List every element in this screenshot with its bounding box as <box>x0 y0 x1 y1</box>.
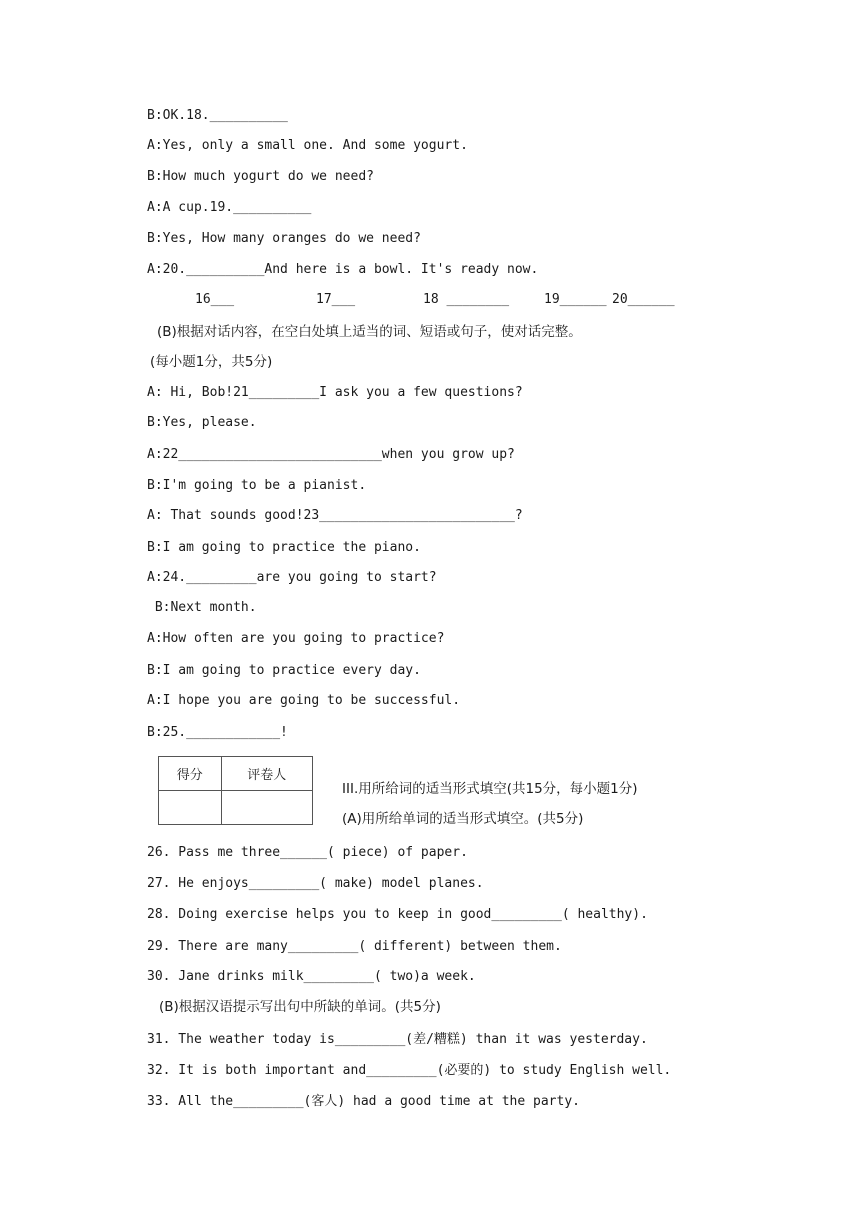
question-32: 32. It is both important and_________(必要的) to study English well. <box>147 1063 672 1078</box>
dialog-line-23: A: That sounds good!23_________________________? <box>147 508 523 523</box>
question-27: 27. He enjoys_________( make) model planes. <box>147 876 484 891</box>
score-table <box>158 756 313 825</box>
dialog-line: B:Yes, please. <box>147 415 257 430</box>
section-iii-a-title: (A)用所给单词的适当形式填空。(共5分) <box>342 811 584 827</box>
dialog-line-24: A:24._________are you going to start? <box>147 570 437 585</box>
dialog-line: B:I am going to practice every day. <box>147 663 421 678</box>
section-iii-b-title: (B)根据汉语提示写出句中所缺的单词。(共5分) <box>159 999 441 1015</box>
answer-slot-20[interactable]: 20______ <box>612 292 675 307</box>
question-26: 26. Pass me three______( piece) of paper. <box>147 845 468 860</box>
answer-slots-row <box>0 291 860 311</box>
answer-slot-17[interactable]: 17___ <box>316 292 356 307</box>
dialog-line: B:Yes, How many oranges do we need? <box>147 231 421 246</box>
section-iii-title: III.用所给词的适当形式填空(共15分，每小题1分) <box>342 781 638 797</box>
section-b-score: (每小题1分，共5分) <box>150 354 273 370</box>
question-28: 28. Doing exercise helps you to keep in good_________( healthy). <box>147 907 648 922</box>
dialog-line-22: A:22__________________________when you grow up? <box>147 447 515 462</box>
score-header: 得分 <box>159 757 222 791</box>
dialog-line: B:I'm going to be a pianist. <box>147 478 367 493</box>
dialog-line: B:I am going to practice the piano. <box>147 540 421 555</box>
answer-slot-16[interactable]: 16___ <box>195 292 235 307</box>
question-30: 30. Jane drinks milk_________( two)a week. <box>147 969 476 984</box>
dialog-line: B:Next month. <box>147 600 257 615</box>
dialog-line: A:How often are you going to practice? <box>147 631 445 646</box>
dialog-line-18: B:OK.18.__________ <box>147 108 288 123</box>
question-33: 33. All the_________(客人) had a good time at the party. <box>147 1094 580 1109</box>
dialog-line: A:I hope you are going to be successful. <box>147 693 461 708</box>
dialog-line-25: B:25.____________! <box>147 725 288 740</box>
answer-slot-18[interactable]: 18 ________ <box>423 292 510 307</box>
grader-cell[interactable] <box>221 791 312 825</box>
dialog-line: B:How much yogurt do we need? <box>147 169 374 184</box>
grader-header: 评卷人 <box>221 757 312 791</box>
dialog-line-20: A:20.__________And here is a bowl. It's ready now. <box>147 262 539 277</box>
dialog-line: A:Yes, only a small one. And some yogurt. <box>147 138 468 153</box>
answer-slot-19[interactable]: 19______ <box>544 292 607 307</box>
dialog-line-21: A: Hi, Bob!21_________I ask you a few questions? <box>147 385 523 400</box>
question-31: 31. The weather today is_________(差/糟糕) than it was yesterday. <box>147 1032 648 1047</box>
section-b-title: (B)根据对话内容，在空白处填上适当的词、短语或句子，使对话完整。 <box>157 324 582 340</box>
dialog-line-19: A:A cup.19.__________ <box>147 200 312 215</box>
question-29: 29. There are many_________( different) between them. <box>147 939 562 954</box>
score-cell[interactable] <box>159 791 222 825</box>
